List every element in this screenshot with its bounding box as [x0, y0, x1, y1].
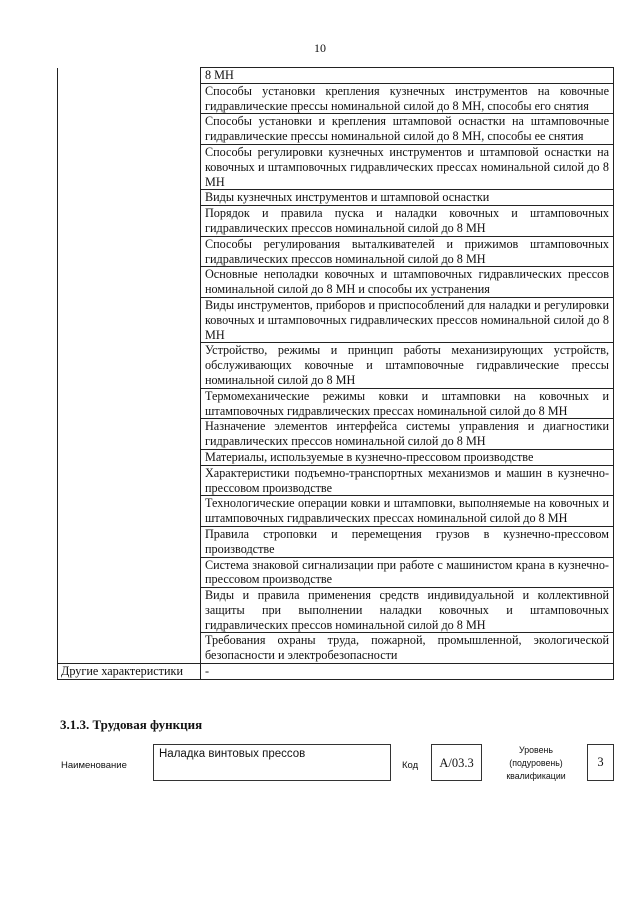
- row-label-cell: [58, 449, 201, 465]
- table-row: [58, 388, 614, 419]
- row-label-cell: [58, 588, 201, 633]
- row-label-cell: [58, 297, 201, 342]
- name-label: Наименование: [61, 760, 127, 771]
- requirement-item: Термомеханические режимы ковки и штамповки на ковочных и штамповочных гидравлических прессах номинальной силой до 8 МН: [201, 388, 614, 419]
- qualification-level-label: Уровень (подуровень) квалификации: [506, 745, 566, 781]
- table-row: [58, 206, 614, 237]
- table-row: [58, 496, 614, 527]
- table-row: [58, 557, 614, 588]
- row-label-cell: [58, 144, 201, 189]
- requirement-item: Характеристики подъемно-транспортных механизмов и машин в кузнечно-прессовом производстве: [201, 465, 614, 496]
- other-characteristics-label: Другие характеристики: [58, 664, 201, 680]
- row-label-cell: [58, 343, 201, 388]
- row-label-cell: [58, 267, 201, 298]
- row-label-cell: [58, 633, 201, 664]
- requirement-item: Правила строповки и перемещения грузов в кузнечно-прессовом производстве: [201, 526, 614, 557]
- requirement-item: Устройство, режимы и принцип работы механизирующих устройств, обслуживающих ковочные и штамповочные гидравлические прессы номинальной силой до 8 МН: [201, 343, 614, 388]
- requirement-item: Требования охраны труда, пожарной, промышленной, экологической безопасности и электробезопасности: [201, 633, 614, 664]
- code-field: A/03.3: [431, 744, 482, 781]
- row-label-cell: [58, 388, 201, 419]
- row-label-cell: [58, 526, 201, 557]
- table-row: [58, 465, 614, 496]
- requirement-item: Технологические операции ковки и штамповки, выполняемые на ковочных и штамповочных гидравлических прессах номинальной силой до 8 МН: [201, 496, 614, 527]
- table-row: [58, 114, 614, 145]
- table-row: [58, 68, 614, 84]
- table-row: [58, 419, 614, 450]
- row-label-cell: [58, 114, 201, 145]
- qualification-level-field: 3: [587, 744, 614, 781]
- requirement-item: Виды кузнечных инструментов и штамповой оснастки: [201, 190, 614, 206]
- table-row: [58, 144, 614, 189]
- section-heading: 3.1.3. Трудовая функция: [60, 717, 203, 732]
- page-number: 10: [314, 41, 326, 55]
- requirement-item: Способы регулирования выталкивателей и прижимов штамповочных гидравлических прессов номинальной силой до 8 МН: [201, 236, 614, 267]
- row-label-cell: [58, 465, 201, 496]
- requirement-item: Виды инструментов, приборов и приспособлений для наладки и регулировки ковочных и штамповочных гидравлических прессов номинальной силой до 8 МН: [201, 297, 614, 342]
- row-label-cell: [58, 83, 201, 114]
- table-row: [58, 343, 614, 388]
- requirement-item: Способы регулировки кузнечных инструментов и штамповой оснастки на ковочных и штамповочных гидравлических прессах номинальной силой до 8 МН: [201, 144, 614, 189]
- row-label-cell: [58, 419, 201, 450]
- table-row-other: [58, 664, 614, 680]
- requirement-item: Основные неполадки ковочных и штамповочных гидравлических прессов номинальной силой до 8 МН и способы их устранения: [201, 267, 614, 298]
- code-label: Код: [402, 760, 419, 771]
- row-label-cell: [58, 190, 201, 206]
- requirement-item: Способы установки и крепления штамповой оснастки на штамповочные гидравлические прессы номинальной силой до 8 МН, способы ее снятия: [201, 114, 614, 145]
- table-row: [58, 449, 614, 465]
- table-row: [58, 190, 614, 206]
- table-row: [58, 83, 614, 114]
- requirement-item: Назначение элементов интерфейса системы управления и диагностики гидравлических прессов номинальной силой до 8 МН: [201, 419, 614, 450]
- requirement-item: Виды и правила применения средств индивидуальной и коллективной защиты при выполнении наладки ковочных и штамповочных гидравлических прессов номинальной силой до 8 МН: [201, 588, 614, 633]
- name-field: Наладка винтовых прессов: [153, 744, 391, 781]
- requirement-item: 8 МН: [201, 68, 614, 84]
- row-label-cell: [58, 206, 201, 237]
- table-row: [58, 297, 614, 342]
- row-label-cell: [58, 496, 201, 527]
- requirements-table: [57, 67, 614, 680]
- requirement-item: Система знаковой сигнализации при работе с машинистом крана в кузнечно-прессовом производстве: [201, 557, 614, 588]
- table-row: [58, 526, 614, 557]
- table-row: [58, 588, 614, 633]
- requirement-item: Способы установки крепления кузнечных инструментов на ковочные гидравлические прессы номинальной силой до 8 МН, способы его снятия: [201, 83, 614, 114]
- table-row: [58, 633, 614, 664]
- table-row: [58, 236, 614, 267]
- requirement-item: Порядок и правила пуска и наладки ковочных и штамповочных гидравлических прессов номинальной силой до 8 МН: [201, 206, 614, 237]
- row-label-cell: [58, 68, 201, 84]
- other-characteristics-value: -: [201, 664, 614, 680]
- table-row: [58, 267, 614, 298]
- row-label-cell: [58, 236, 201, 267]
- row-label-cell: [58, 557, 201, 588]
- requirement-item: Материалы, используемые в кузнечно-прессовом производстве: [201, 449, 614, 465]
